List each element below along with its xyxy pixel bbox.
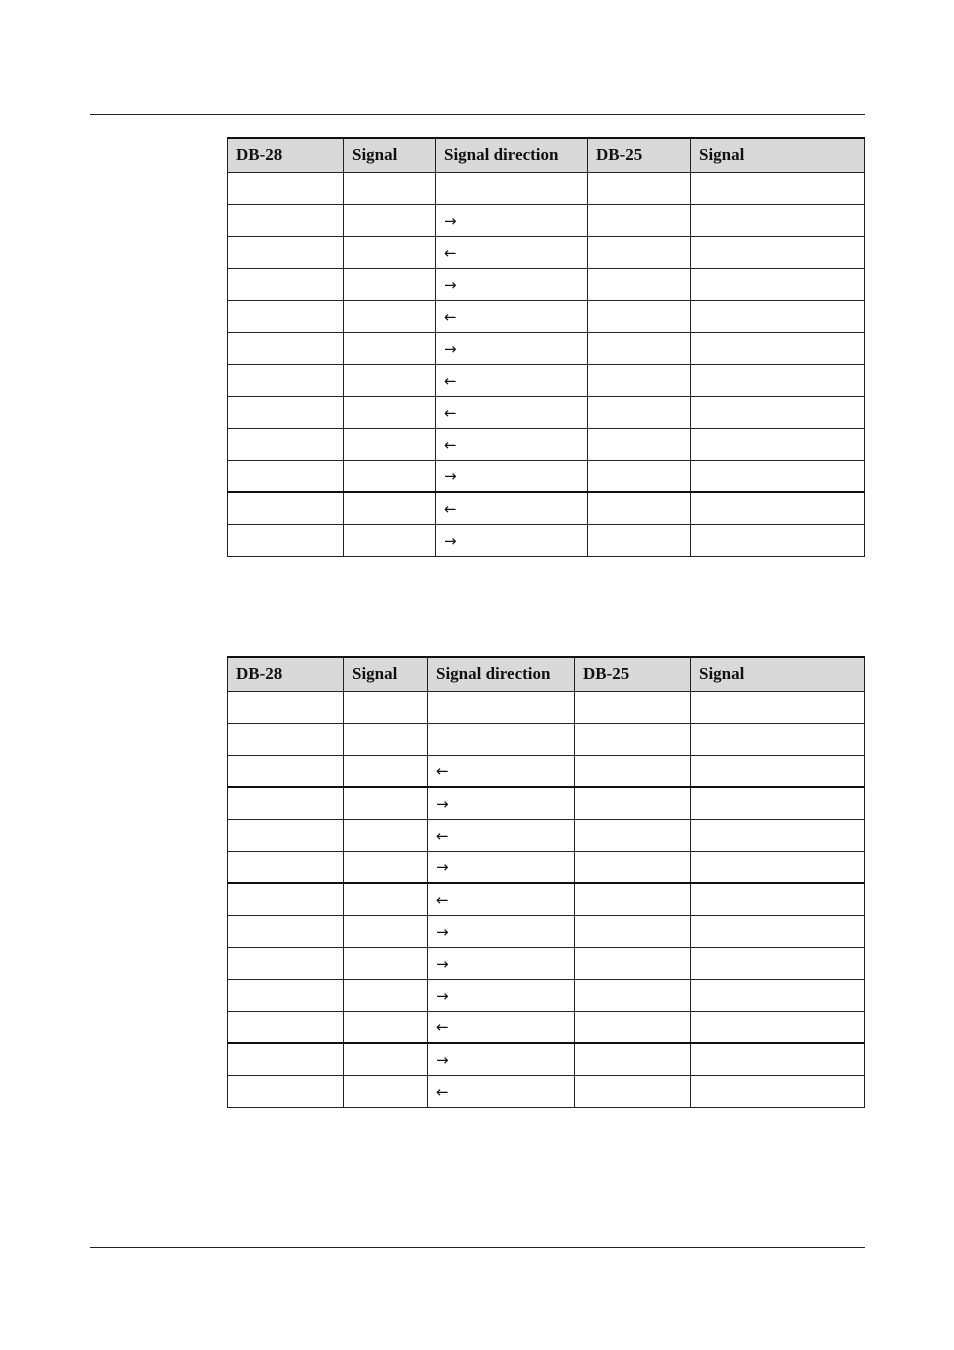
table-cell [575, 915, 691, 947]
table-row [228, 1043, 865, 1075]
table-cell [344, 396, 436, 428]
arrow-right-icon: → [444, 211, 457, 230]
signal-direction-cell [428, 819, 575, 851]
table-row [228, 492, 865, 524]
table-cell [228, 492, 344, 524]
table-cell [691, 332, 865, 364]
table-row [228, 428, 865, 460]
table-cell [588, 396, 691, 428]
table-cell [691, 268, 865, 300]
table-cell [691, 851, 865, 883]
table-cell [344, 979, 428, 1011]
table-cell [588, 172, 691, 204]
table-cell [228, 364, 344, 396]
table-cell [588, 204, 691, 236]
table-cell [588, 268, 691, 300]
table-cell [344, 268, 436, 300]
arrow-left-icon: ← [436, 762, 449, 781]
table-cell [691, 979, 865, 1011]
arrow-left-icon: ← [436, 1082, 449, 1101]
table-cell [344, 1043, 428, 1075]
signal-direction-cell [436, 460, 588, 492]
table-cell [691, 755, 865, 787]
table-cell [228, 428, 344, 460]
table-cell [344, 428, 436, 460]
table-cell [691, 787, 865, 819]
col-db28-header: DB-28 [228, 657, 344, 691]
table-cell [228, 755, 344, 787]
table-cell [344, 755, 428, 787]
table-row [228, 883, 865, 915]
arrow-right-icon: → [436, 858, 449, 877]
table-cell [691, 428, 865, 460]
table-cell [344, 172, 436, 204]
table-cell [228, 819, 344, 851]
table-cell [691, 947, 865, 979]
signal-direction-cell [436, 268, 588, 300]
table-row [228, 787, 865, 819]
arrow-right-icon: → [436, 794, 449, 813]
table-cell [691, 204, 865, 236]
table-body [228, 691, 865, 1107]
signal-direction-cell [428, 755, 575, 787]
table-cell [228, 691, 344, 723]
signal-direction-cell [436, 332, 588, 364]
table-row [228, 851, 865, 883]
table-cell [228, 723, 344, 755]
table-header-row [228, 138, 865, 172]
table-cell [691, 172, 865, 204]
signal-direction-cell [436, 300, 588, 332]
table-cell [588, 332, 691, 364]
table-cell [344, 883, 428, 915]
table-row [228, 460, 865, 492]
table-cell [575, 883, 691, 915]
table-cell [691, 364, 865, 396]
table-cell [691, 396, 865, 428]
table-cell [228, 915, 344, 947]
arrow-right-icon: → [444, 531, 457, 550]
table-cell [344, 492, 436, 524]
table-cell [344, 723, 428, 755]
footer-rule [90, 1247, 865, 1248]
table-cell [228, 204, 344, 236]
table-cell [575, 1075, 691, 1107]
table-cell [575, 723, 691, 755]
table-cell [228, 1043, 344, 1075]
signal-direction-cell [428, 1011, 575, 1043]
table-cell [575, 819, 691, 851]
table-cell [691, 723, 865, 755]
table-cell [228, 332, 344, 364]
signal-direction-cell [428, 723, 575, 755]
signal-direction-cell [428, 883, 575, 915]
table-cell [344, 691, 428, 723]
table-cell [691, 1011, 865, 1043]
table-cell [344, 1011, 428, 1043]
table-cell [344, 524, 436, 556]
arrow-right-icon: → [444, 339, 457, 358]
table-cell [691, 460, 865, 492]
table-cell [344, 332, 436, 364]
table-row [228, 236, 865, 268]
table-cell [344, 915, 428, 947]
table-cell [344, 460, 436, 492]
arrow-right-icon: → [444, 467, 457, 486]
table-cell [344, 947, 428, 979]
table-cell [228, 236, 344, 268]
signal-direction-cell [436, 492, 588, 524]
table-row [228, 915, 865, 947]
table-cell [691, 915, 865, 947]
signal-direction-cell [436, 396, 588, 428]
table-cell [228, 1011, 344, 1043]
arrow-left-icon: ← [444, 307, 457, 326]
table-cell [228, 947, 344, 979]
table-cell [228, 172, 344, 204]
table-row [228, 1075, 865, 1107]
table-cell [691, 1075, 865, 1107]
table-cell [228, 268, 344, 300]
table-cell [588, 428, 691, 460]
table-row [228, 524, 865, 556]
table-cell [228, 396, 344, 428]
table-cell [344, 236, 436, 268]
table-cell [575, 851, 691, 883]
signal-direction-cell [436, 524, 588, 556]
table-cell [228, 851, 344, 883]
signal-direction-cell [436, 172, 588, 204]
arrow-left-icon: ← [444, 499, 457, 518]
arrow-right-icon: → [436, 954, 449, 973]
col-db25-header: DB-25 [575, 657, 691, 691]
table-row [228, 1011, 865, 1043]
col-signal-header: Signal [691, 657, 865, 691]
arrow-right-icon: → [444, 275, 457, 294]
table-row [228, 332, 865, 364]
arrow-left-icon: ← [436, 1018, 449, 1037]
signal-direction-cell [428, 1043, 575, 1075]
table-cell [344, 300, 436, 332]
signal-direction-cell [428, 947, 575, 979]
table-cell [575, 755, 691, 787]
table-row [228, 755, 865, 787]
table-row [228, 204, 865, 236]
table-row [228, 364, 865, 396]
table-cell [228, 1075, 344, 1107]
table-cell [575, 947, 691, 979]
table-row [228, 172, 865, 204]
table-row [228, 979, 865, 1011]
arrow-left-icon: ← [444, 243, 457, 262]
arrow-left-icon: ← [444, 435, 457, 454]
table-cell [228, 300, 344, 332]
signal-direction-cell [428, 787, 575, 819]
table-row [228, 300, 865, 332]
table-cell [575, 979, 691, 1011]
table-cell [588, 300, 691, 332]
table-cell [691, 819, 865, 851]
arrow-right-icon: → [436, 1050, 449, 1069]
header-rule [90, 114, 865, 115]
signal-direction-cell [436, 236, 588, 268]
table-cell [588, 460, 691, 492]
arrow-left-icon: ← [436, 826, 449, 845]
table-cell [588, 236, 691, 268]
signal-direction-cell [428, 1075, 575, 1107]
signal-direction-cell [436, 204, 588, 236]
table-cell [344, 851, 428, 883]
table-cell [344, 364, 436, 396]
signal-direction-cell [428, 979, 575, 1011]
table-cell [575, 1011, 691, 1043]
table-row [228, 947, 865, 979]
col-signal-direction-header: Signal direction [436, 138, 588, 172]
col-signal-header: Signal [344, 138, 436, 172]
table-row [228, 819, 865, 851]
signal-direction-cell [436, 364, 588, 396]
table-cell [228, 979, 344, 1011]
arrow-left-icon: ← [444, 403, 457, 422]
table-cell [344, 1075, 428, 1107]
signal-direction-cell [428, 691, 575, 723]
table-cell [691, 1043, 865, 1075]
pin-table-1 [227, 137, 865, 557]
table-row [228, 723, 865, 755]
signal-direction-cell [436, 428, 588, 460]
table-cell [691, 492, 865, 524]
table-cell [691, 236, 865, 268]
table-cell [575, 787, 691, 819]
table-cell [575, 1043, 691, 1075]
arrow-right-icon: → [436, 986, 449, 1005]
signal-direction-cell [428, 915, 575, 947]
table-cell [691, 883, 865, 915]
pin-table-2 [227, 656, 865, 1108]
col-db25-header: DB-25 [588, 138, 691, 172]
table-cell [691, 300, 865, 332]
table-cell [344, 787, 428, 819]
table-row [228, 691, 865, 723]
table-cell [344, 819, 428, 851]
table-body [228, 172, 865, 556]
col-signal-direction-header: Signal direction [428, 657, 575, 691]
table-cell [588, 492, 691, 524]
table-cell [228, 460, 344, 492]
table-row [228, 396, 865, 428]
signal-direction-cell [428, 851, 575, 883]
arrow-right-icon: → [436, 922, 449, 941]
col-signal-header: Signal [691, 138, 865, 172]
arrow-left-icon: ← [444, 371, 457, 390]
table-cell [588, 524, 691, 556]
table-cell [691, 691, 865, 723]
table-cell [228, 787, 344, 819]
table-cell [228, 524, 344, 556]
table-cell [575, 691, 691, 723]
table-cell [228, 883, 344, 915]
table-cell [344, 204, 436, 236]
col-db28-header: DB-28 [228, 138, 344, 172]
table-cell [588, 364, 691, 396]
table-header-row [228, 657, 865, 691]
arrow-left-icon: ← [436, 890, 449, 909]
table-cell [691, 524, 865, 556]
col-signal-header: Signal [344, 657, 428, 691]
table-row [228, 268, 865, 300]
